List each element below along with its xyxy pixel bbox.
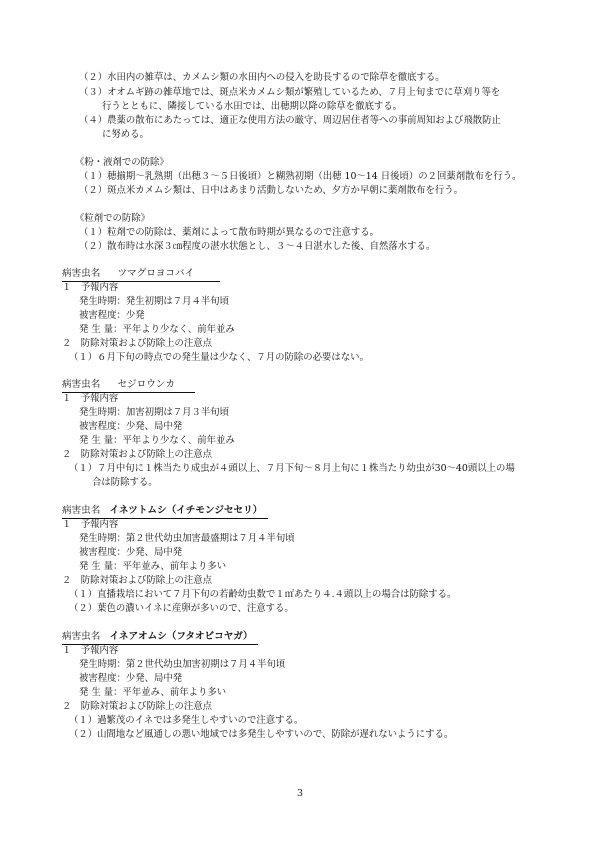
page-number: 3	[297, 788, 303, 799]
pest-title-4	[62, 630, 258, 645]
pest-name: イネアオムシ（フタオビコヤガ）	[109, 631, 253, 642]
intro-item-4: （４）農薬の散布にあたっては、適正な使用方法の厳守、周辺居住者等への事前周知および飛散防止	[79, 115, 501, 126]
control-item-1: （１）６月下旬の時点での発生量は少なく、７月の防除の必要はない。	[69, 352, 369, 363]
occurrence-amount: 発 生 量：平年並み、前年より多い	[79, 561, 227, 572]
control-item-2: （２）山間地など風通しの悪い地域では多発生しやすいので、防除が遅れないようにする。	[69, 729, 454, 740]
damage-level: 被害程度：少発、局中発	[79, 547, 183, 558]
intro-item-4-cont: に努める。	[102, 129, 149, 140]
control-item-1-cont: 合は防除する。	[92, 477, 158, 488]
control-heading: ２ 防除対策および防除上の注意点	[62, 575, 213, 586]
powder-item-2: （２）斑点米カメムシ類は、日中はあまり活動しないため、夕方か早朝に薬剤散布を行う。	[79, 185, 464, 196]
damage-level: 被害程度：少発、局中発	[79, 673, 183, 684]
intro-item-2: （２）水田内の雑草は、カメムシ類の水田内への侵入を助長するので除草を徹底する。	[79, 72, 445, 83]
pest-title-2	[62, 378, 195, 393]
pest-name: セジロウンカ	[117, 379, 175, 390]
damage-level: 被害程度：少発	[79, 310, 145, 321]
pest-title-3	[62, 504, 268, 519]
pest-label: 病害虫名	[62, 631, 101, 642]
control-heading: ２ 防除対策および防除上の注意点	[62, 449, 213, 460]
powder-heading: 《粉・液剤での防除》	[75, 157, 169, 168]
forecast-heading: １ 予報内容	[62, 519, 119, 530]
occurrence-time: 発生時期：第２世代幼虫加害初期は７月４半旬頃	[79, 659, 286, 670]
occurrence-time: 発生時期：発生初期は７月４半旬頃	[79, 296, 230, 307]
pest-label: 病害虫名	[62, 505, 101, 516]
forecast-heading: １ 予報内容	[62, 645, 119, 656]
pest-title-1	[62, 267, 220, 282]
damage-level: 被害程度：少発、局中発	[79, 421, 183, 432]
control-item-1: （１）過繁茂のイネでは多発生しやすいので注意する。	[69, 715, 304, 726]
occurrence-amount: 発 生 量：平年より少なく、前年並み	[79, 435, 235, 446]
pest-label: 病害虫名	[62, 379, 101, 390]
control-item-1: （１）７月中旬に１株当たり成虫が４頭以上、７月下旬～８月上旬に１株当たり幼虫が30～40頭以上の場	[69, 463, 515, 474]
control-item-1: （１）直播栽培において７月下旬の若齢幼虫数で１㎡あたり４.４頭以上の場合は防除する。	[69, 589, 457, 600]
intro-item-3: （３）オオムギ跡の雑草地では、斑点米カメムシ類が繁殖しているため、７月上旬までに草刈り等を	[79, 87, 501, 98]
pest-name: ツマグロヨコバイ	[117, 268, 195, 279]
control-heading: ２ 防除対策および防除上の注意点	[62, 338, 213, 349]
control-item-2: （２）葉色の濃いイネに産卵が多いので、注意する。	[69, 603, 294, 614]
forecast-heading: １ 予報内容	[62, 282, 119, 293]
pest-label: 病害虫名	[62, 268, 101, 279]
occurrence-time: 発生時期：加害初期は７月３半旬頃	[79, 407, 230, 418]
occurrence-amount: 発 生 量：平年並み、前年より多い	[79, 687, 227, 698]
forecast-heading: １ 予報内容	[62, 393, 119, 404]
granule-item-1: （１）粒剤での防除は、薬剤によって散布時期が異なるので注意する。	[79, 227, 380, 238]
powder-item-1: （１）穂揃期～乳熟期（出穂３～５日後頃）と糊熟初期（出穂 10～14 日後頃）の２回薬剤散布を行う。	[79, 171, 522, 182]
granule-heading: 《粒剤での防除》	[75, 213, 151, 224]
intro-item-3-cont: 行うとともに、隣接している水田では、出穂期以降の除草を徹底する。	[102, 101, 403, 112]
occurrence-time: 発生時期：第２世代幼虫加害最盛期は７月４半旬頃	[79, 533, 295, 544]
occurrence-amount: 発 生 量：平年より少なく、前年並み	[79, 324, 235, 335]
pest-name: イネツトムシ（イチモンジセセリ）	[109, 505, 263, 516]
control-heading: ２ 防除対策および防除上の注意点	[62, 701, 213, 712]
granule-item-2: （２）散布時は水深３㎝程度の湛水状態とし、３～４日湛水した後、自然落水する。	[79, 241, 436, 252]
